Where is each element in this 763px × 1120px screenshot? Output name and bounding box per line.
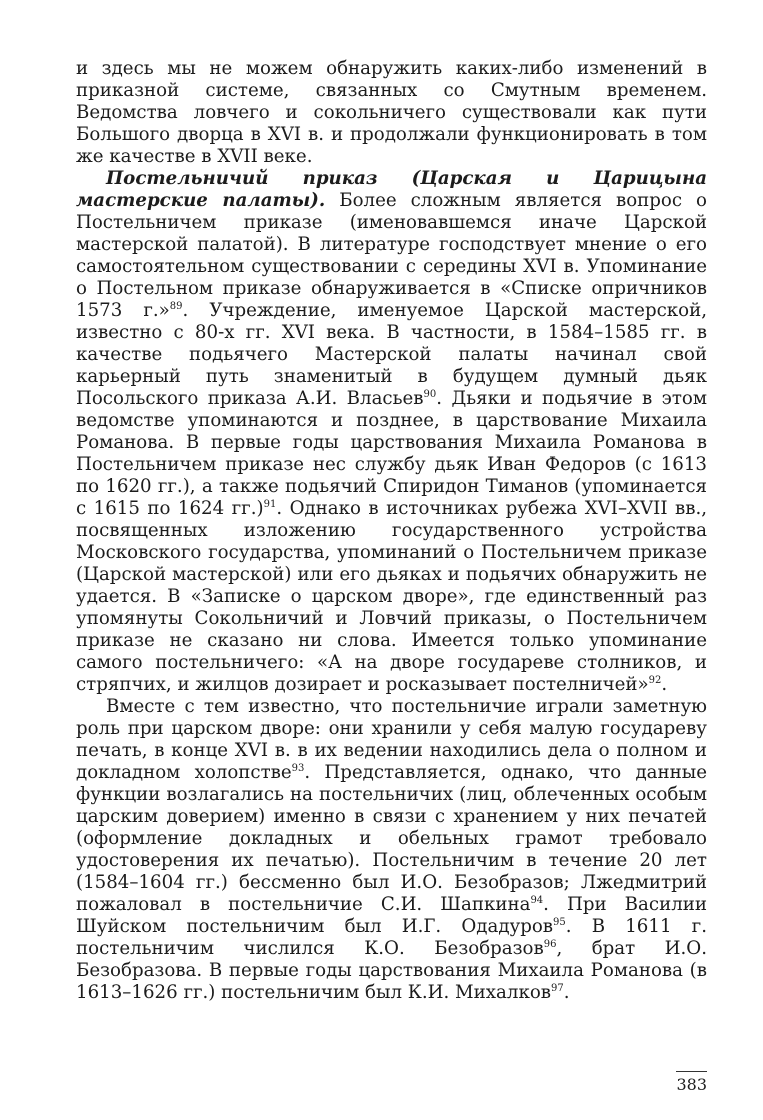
text-segment: . Учреждение, именуемое Царской мастерской, известно с 80-х гг. XVI века. В частности, в 1584–1585 гг. в качестве подьячего Мастерской палаты начинал свой карьерный путь знаменитый в будущем думный дьяк Посольского приказа А.И. Власьев: [76, 300, 707, 409]
text-segment: Вместе с тем известно, что постельничие играли заметную роль при царском дворе: они хранили у себя малую государеву печать, в конце XVI в. в их ведении находились дела о полном и докладном холопстве: [76, 696, 707, 783]
text-segment: . Представляется, однако, что данные функции возлагались на постельничих (лиц, облеченных особым царским доверием) именно в связи с хранением у них печатей (оформление докладных и обельных грамот требовало удостоверения их печатью). Постельничим в течение 20 лет (1584–1604 гг.) бессменно был И.О. Безобразов; Лжедмитрий пожаловал в постельничие С.И. Шапкина: [76, 762, 707, 915]
text-segment: Более сложным является вопрос о Постельничем приказе (именовавшемся иначе Царской мастерской палатой). В литературе господствует мнение о его самостоятельном существовании с середины XVI в. Упоминание о Постельном приказе обнаруживается в «Списке опричников 1573 г.»: [76, 190, 708, 321]
text-segment: . При Василии Шуйском постельничим был И.Г. Одадуров: [76, 894, 707, 937]
text-segment: .: [563, 982, 570, 1003]
text-segment: . Однако в источниках рубежа XVI–XVII вв., посвященных изложению государственного устройства Московского государства, упоминаний о Постельничем приказе (Царской мастерской) или его дьяках и подьячих обнаружить не удается. В «Записке о царском дворе», где единственный раз упомянуты Сокольничий и Ловчий приказы, о Постельничем приказе не сказано ни слова. Имеется только упоминание самого постельничего: «А на дворе государеве столников, и стряпчих, и жилцов дозирает и росказывает постелничей»: [76, 498, 708, 695]
text-segment: . В 1611 г. постельничим числился К.О. Безобразов: [76, 916, 707, 959]
section-heading: Постельничий приказ (Царская и Царицына мастерские палаты).: [76, 168, 707, 211]
footnote-ref[interactable]: 96: [543, 938, 557, 950]
paragraph-1: и здесь мы не можем обнаружить каких-либо изменений в приказной системе, связанных со Смутным временем. Ведомства ловчего и сокольничего существовали как пути Большого дворца в XVI в. и продолжали функционировать в том же качестве в XVII веке.: [76, 58, 707, 167]
paragraph-3: [76, 696, 707, 1004]
footnote-ref[interactable]: 94: [530, 894, 544, 906]
footnote-ref[interactable]: 93: [291, 762, 305, 774]
text-segment: .: [661, 674, 668, 695]
footnote-ref[interactable]: 91: [263, 498, 277, 510]
page-number: 383: [676, 1071, 707, 1096]
text-segment: . Дьяки и подьячие в этом ведомстве упоминаются и позднее, в царствование Михаила Романова. В первые годы царствования Михаила Романова в Постельничем приказе нес службу дьяк Иван Федоров (с 1613 по 1620 гг.), а также подьячий Спиридон Тиманов (упоминается с 1615 по 1624 гг.): [76, 388, 708, 519]
footnote-ref[interactable]: 90: [423, 388, 437, 400]
footnote-ref[interactable]: 92: [648, 674, 662, 686]
footnote-ref[interactable]: 97: [551, 982, 564, 994]
paragraph-2: [76, 168, 707, 696]
footnote-ref[interactable]: 95: [553, 916, 566, 928]
footnote-ref[interactable]: 89: [169, 300, 183, 312]
text-segment: , брат И.О. Безобразова. В первые годы царствования Михаила Романова (в 1613–1626 гг.) постельничим был К.И. Михалков: [76, 938, 707, 1003]
